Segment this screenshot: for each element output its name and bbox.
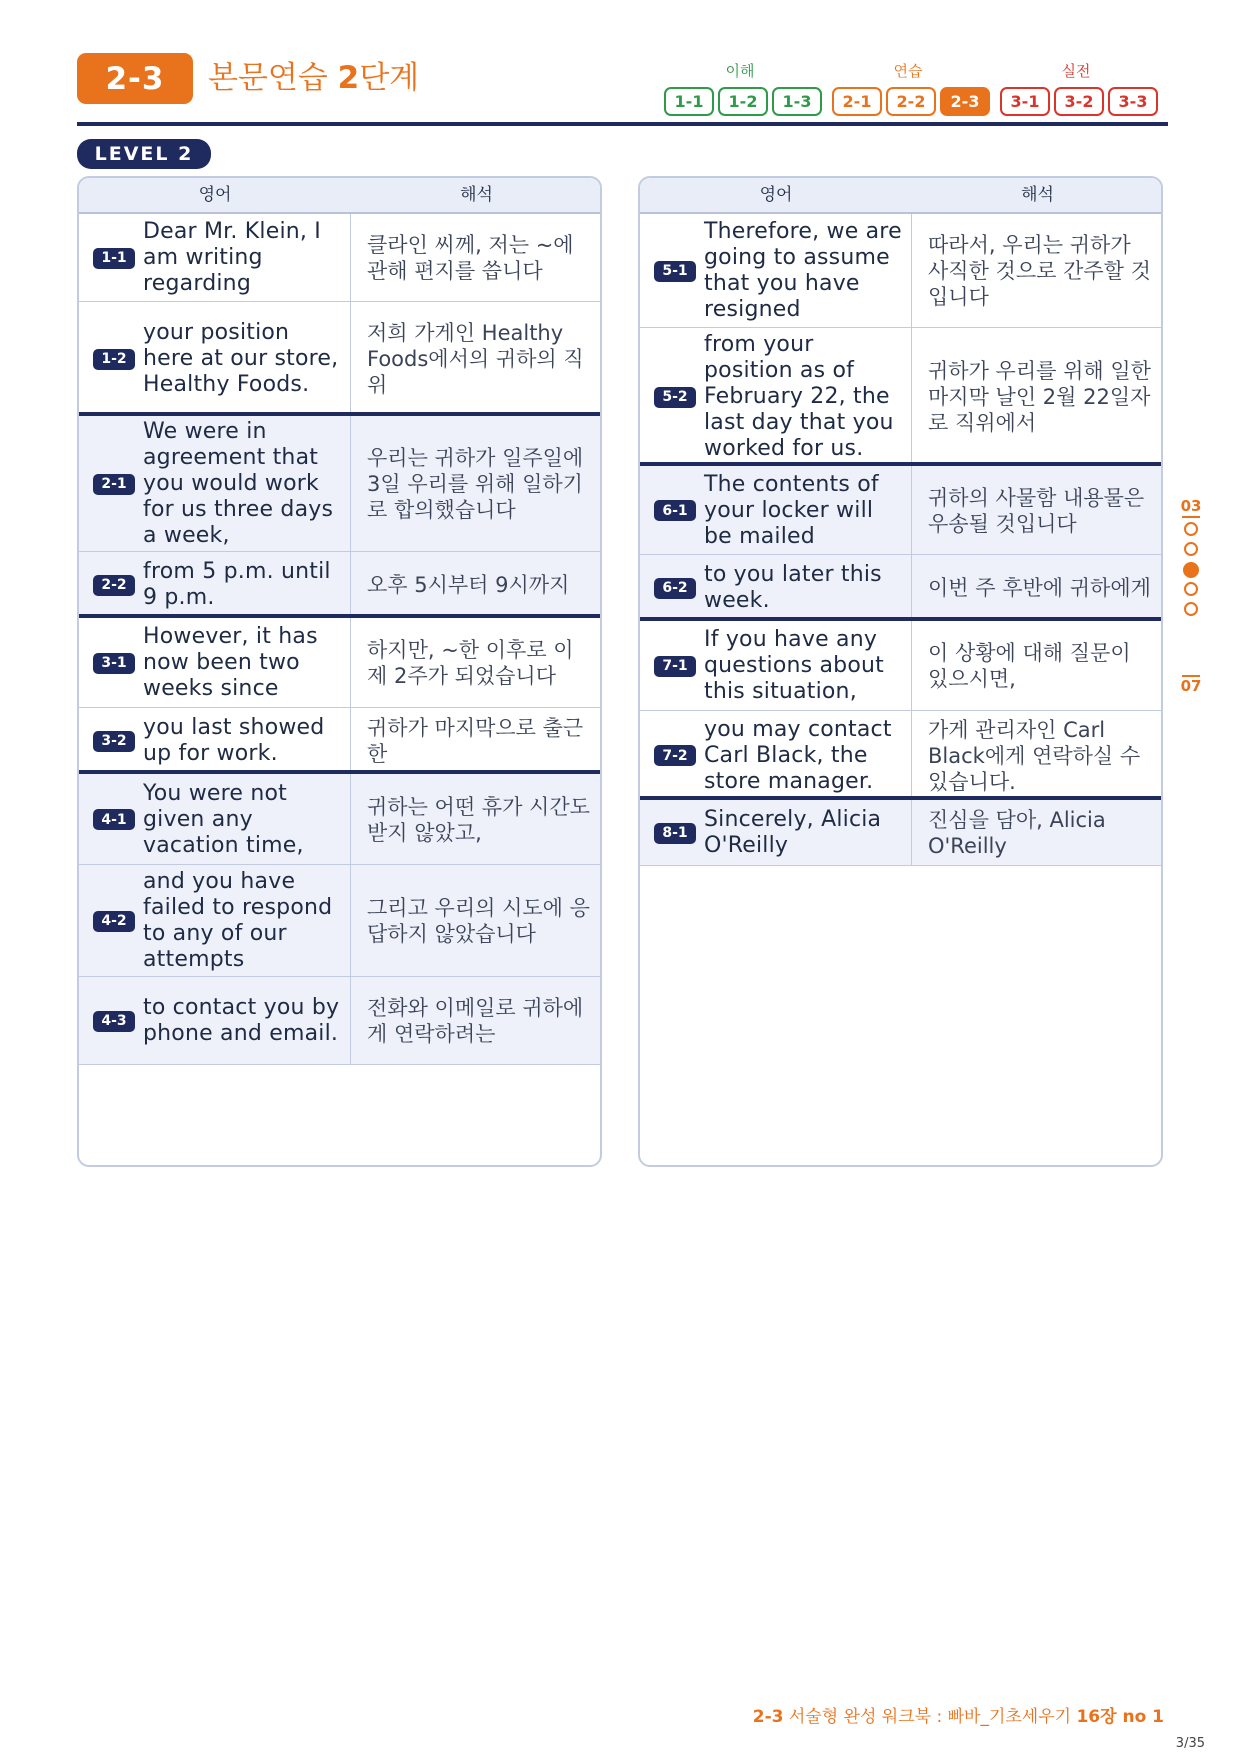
side-nav-dot[interactable] [1184, 582, 1198, 596]
english-cell [79, 302, 350, 416]
sentence-number-badge: 5-1 [654, 261, 696, 282]
sentence-number-badge: 7-2 [654, 745, 696, 766]
english-text: The contents of your locker will be mailed [704, 471, 879, 549]
step-2-3[interactable]: 2-3 [940, 87, 990, 116]
english-text: from your position as of February 22, the last day that you worked for us. [704, 332, 894, 461]
english-cell [640, 466, 911, 555]
table-row [79, 618, 600, 708]
step-3-2[interactable]: 3-2 [1054, 87, 1104, 116]
english-text: Therefore, we are going to assume that you have resigned [704, 219, 902, 322]
korean-text: 하지만, ~한 이후로 이제 2주가 되었습니다 [367, 638, 574, 688]
korean-text: 클라인 씨께, 저는 ~에 관해 편지를 씁니다 [367, 233, 574, 283]
english-text: We were in agreement that you would work for us three days a week, [143, 419, 334, 548]
sentence-number-badge: 1-1 [93, 248, 135, 269]
sentence-number-badge: 3-1 [93, 653, 135, 674]
level-badge: LEVEL 2 [77, 139, 211, 169]
sentence-number-badge: 1-2 [93, 349, 135, 370]
korean-cell [912, 800, 1163, 866]
left-table [77, 176, 602, 1167]
korean-cell [351, 708, 602, 774]
english-cell [640, 328, 911, 466]
table-row [640, 328, 1161, 466]
step-2-1[interactable]: 2-1 [832, 87, 882, 116]
korean-text: 귀하의 사물함 내용물은 우송될 것입니다 [928, 485, 1145, 536]
korean-cell [351, 774, 602, 865]
header-english: 영어 [198, 185, 232, 205]
korean-cell [351, 618, 602, 708]
group-label-practice: 연습 [893, 62, 923, 80]
footer-chapter: 16장 no 1 [1076, 1707, 1164, 1727]
english-cell [79, 865, 350, 977]
table-row [79, 302, 600, 416]
table-row [79, 774, 600, 865]
right-table [638, 176, 1163, 1167]
english-cell [79, 708, 350, 774]
korean-text: 이 상황에 대해 질문이 있으시면, [928, 641, 1131, 691]
korean-text: 가게 관리자인 Carl Black에게 연락하실 수 있습니다. [928, 717, 1141, 794]
sentence-number-badge: 5-2 [654, 387, 696, 408]
sentence-number-badge: 6-2 [654, 578, 696, 599]
header-korean: 해석 [460, 185, 493, 205]
table-row [640, 800, 1161, 866]
korean-text: 우리는 귀하가 일주일에 3일 우리를 위해 일하기로 합의했습니다 [367, 446, 584, 522]
step-1-1[interactable]: 1-1 [664, 87, 714, 116]
english-cell [79, 214, 350, 302]
table-header [640, 178, 1161, 214]
korean-text: 이번 주 후반에 귀하에게 [928, 576, 1151, 600]
footer-title: 서술형 완성 워크북 : 빠바_기초세우기 [783, 1707, 1077, 1727]
sentence-number-badge: 6-1 [654, 500, 696, 521]
page-title [208, 56, 419, 100]
korean-cell [351, 977, 602, 1065]
header-korean: 해석 [1021, 185, 1054, 205]
korean-text: 귀하는 어떤 휴가 시간도 받지 않았고, [367, 794, 590, 845]
english-text: Sincerely, Alicia O'Reilly [704, 807, 882, 858]
english-cell [79, 977, 350, 1065]
korean-cell [912, 555, 1163, 621]
table-row [640, 621, 1161, 711]
table-row [79, 214, 600, 302]
table-row [640, 711, 1161, 800]
english-text: from 5 p.m. until 9 p.m. [143, 559, 331, 610]
sentence-number-badge: 7-1 [654, 656, 696, 677]
sentence-number-badge: 4-3 [93, 1011, 135, 1032]
korean-cell [351, 552, 602, 618]
header-english: 영어 [759, 185, 793, 205]
title-bold: 2 [337, 60, 360, 96]
korean-text: 전화와 이메일로 귀하에게 연락하려는 [367, 996, 584, 1046]
step-2-2[interactable]: 2-2 [886, 87, 936, 116]
table-row [79, 708, 600, 774]
korean-cell [351, 865, 602, 977]
sentence-number-badge: 2-2 [93, 575, 135, 596]
table-row [640, 214, 1161, 328]
sentence-number-badge: 8-1 [654, 823, 696, 844]
table-header [79, 178, 600, 214]
english-cell [640, 555, 911, 621]
english-text: your position here at our store, Healthy Foods. [143, 320, 339, 397]
side-nav-dot[interactable] [1184, 542, 1198, 556]
korean-text: 따라서, 우리는 귀하가 사직한 것으로 간주할 것입니다 [928, 233, 1151, 309]
side-nav-end: 07 [1180, 677, 1202, 695]
table-row [79, 865, 600, 977]
row-divider [79, 1064, 600, 1065]
korean-text: 귀하가 우리를 위해 일한 마지막 날인 2월 22일자로 직위에서 [928, 359, 1151, 435]
table-row [640, 466, 1161, 555]
table-row [79, 977, 600, 1065]
korean-cell [351, 302, 602, 416]
english-cell [640, 800, 911, 866]
korean-cell [912, 621, 1163, 711]
english-text: to contact you by phone and email. [143, 995, 340, 1046]
english-cell [79, 774, 350, 865]
page-number: 3/35 [1175, 1736, 1205, 1751]
side-nav-dot[interactable] [1183, 562, 1199, 578]
group-label-real: 실전 [1061, 62, 1091, 80]
english-text: You were not given any vacation time, [143, 780, 304, 858]
sentence-number-badge: 2-1 [93, 474, 135, 495]
step-1-3[interactable]: 1-3 [772, 87, 822, 116]
side-nav-start: 03 [1180, 497, 1202, 515]
korean-text: 귀하가 마지막으로 출근한 [367, 716, 584, 766]
korean-text: 저희 가게인 Healthy Foods에서의 귀하의 직위 [367, 321, 584, 397]
sentence-number-badge: 3-2 [93, 731, 135, 752]
table-row [79, 416, 600, 552]
korean-text: 그리고 우리의 시도에 응답하지 않았습니다 [367, 896, 590, 946]
step-3-1[interactable]: 3-1 [1000, 87, 1050, 116]
korean-text: 진심을 담아, Alicia O'Reilly [928, 808, 1106, 858]
english-text: If you have any questions about this situation, [704, 627, 884, 704]
section-badge: 2-3 [77, 53, 193, 104]
korean-cell [912, 328, 1163, 466]
korean-cell [351, 214, 602, 302]
english-cell [79, 552, 350, 618]
english-text: and you have failed to respond to any of our attempts [143, 869, 333, 972]
side-nav-dot[interactable] [1184, 602, 1198, 616]
korean-cell [351, 416, 602, 552]
english-cell [79, 618, 350, 708]
korean-cell [912, 214, 1163, 328]
english-cell [640, 711, 911, 800]
korean-cell [912, 466, 1163, 555]
korean-cell [912, 711, 1163, 800]
english-cell [640, 214, 911, 328]
footer-text [753, 1702, 1164, 1727]
title-prefix: 본문연습 [208, 60, 338, 96]
korean-text: 오후 5시부터 9시까지 [367, 573, 570, 597]
title-suffix: 단계 [359, 60, 420, 96]
side-nav-line-top [1182, 516, 1200, 518]
english-text: you may contact Carl Black, the store manager. [704, 716, 892, 794]
row-divider [640, 865, 1161, 866]
english-text: Dear Mr. Klein, I am writing regarding [143, 219, 321, 296]
english-text: you last showed up for work. [143, 715, 325, 766]
side-nav-dot[interactable] [1184, 522, 1198, 536]
english-cell [79, 416, 350, 552]
step-navigator [664, 60, 1168, 118]
header-divider [77, 122, 1168, 126]
step-3-3[interactable]: 3-3 [1108, 87, 1158, 116]
english-cell [640, 621, 911, 711]
table-row [640, 555, 1161, 621]
step-1-2[interactable]: 1-2 [718, 87, 768, 116]
sentence-number-badge: 4-1 [93, 809, 135, 830]
english-text: to you later this week. [704, 562, 882, 613]
sentence-number-badge: 4-2 [93, 911, 135, 932]
english-text: However, it has now been two weeks since [143, 624, 318, 701]
group-label-understand: 이해 [725, 62, 755, 80]
footer-code: 2-3 [752, 1707, 784, 1727]
table-row [79, 552, 600, 618]
